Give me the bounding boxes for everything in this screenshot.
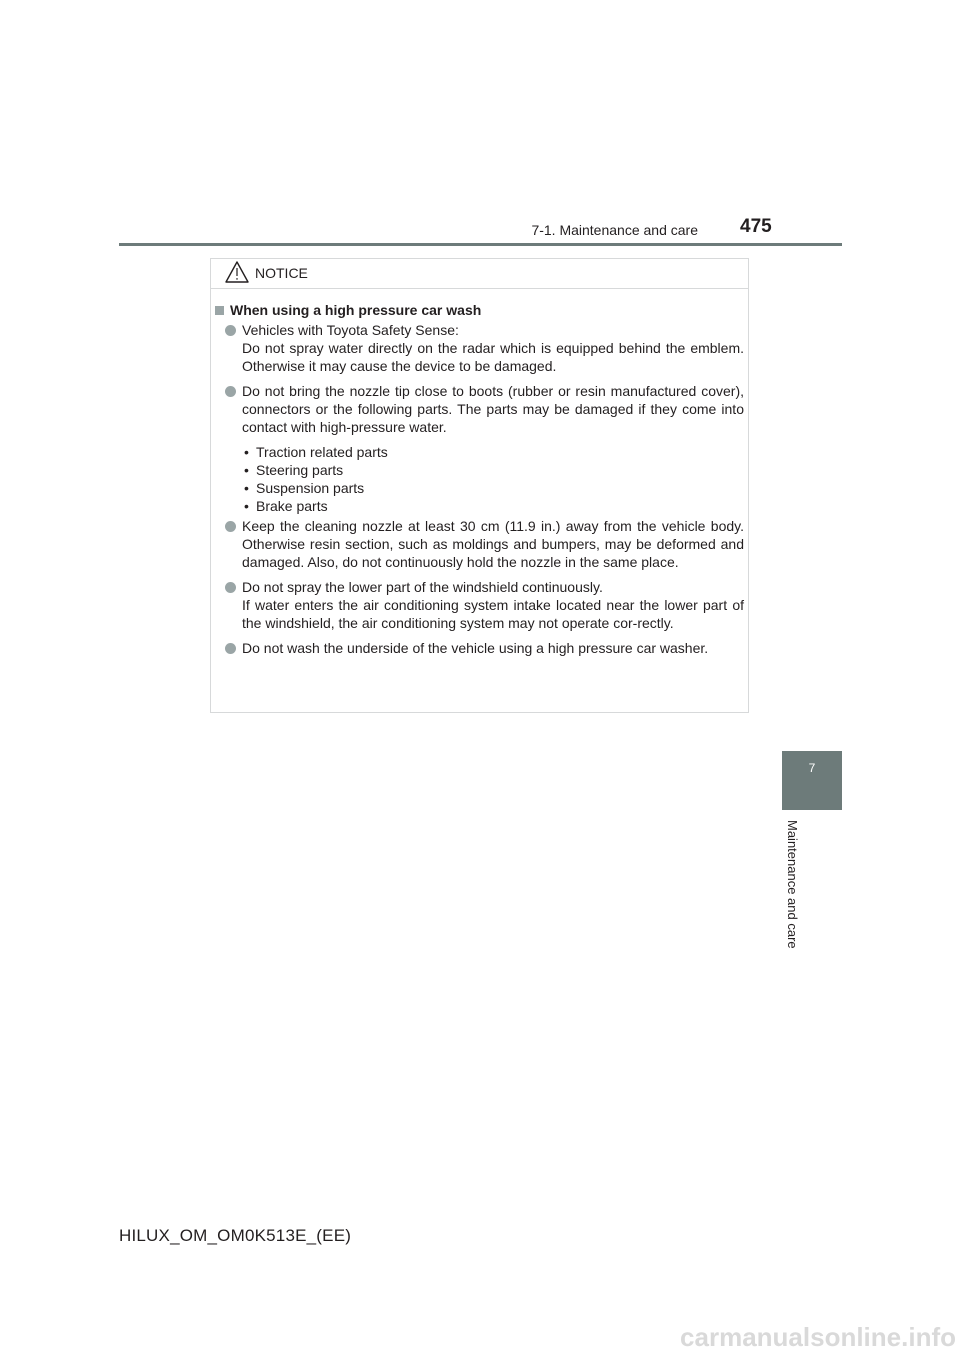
- notice-title: NOTICE: [255, 265, 308, 281]
- round-bullet-icon: [225, 582, 236, 593]
- watermark-logo: carmanualsonline.info: [680, 1322, 956, 1352]
- section-title: 7-1. Maintenance and care: [531, 222, 698, 238]
- item-text: Do not spray water directly on the radar which is equipped behind the emblem. Otherwise it may cause the device to be damaged.: [242, 340, 744, 374]
- item-text: Do not wash the underside of the vehicle using a high pressure car washer.: [242, 640, 709, 656]
- square-bullet-icon: [215, 306, 224, 315]
- list-item: [215, 578, 744, 632]
- chapter-tab: [782, 751, 842, 810]
- round-bullet-icon: [225, 643, 236, 654]
- notice-box: [210, 258, 749, 713]
- parts-list-item: • Brake parts: [244, 498, 328, 514]
- item-text: Do not spray the lower part of the windshield continuously.: [242, 579, 603, 595]
- parts-list-item: • Traction related parts: [244, 444, 388, 460]
- parts-list: [215, 443, 744, 515]
- round-bullet-icon: [225, 386, 236, 397]
- page-header: [0, 0, 960, 250]
- chapter-number: 7: [808, 761, 816, 775]
- list-item: [215, 517, 744, 571]
- page-number: 475: [740, 216, 772, 237]
- list-item: [215, 321, 744, 375]
- subheading-text: When using a high pressure car wash: [230, 302, 482, 318]
- list-item: [215, 639, 744, 657]
- list-item: [215, 382, 744, 436]
- parts-list-item: • Suspension parts: [244, 480, 365, 496]
- notice-header: [211, 259, 748, 289]
- document-code: HILUX_OM_OM0K513E_(EE): [119, 1226, 352, 1245]
- header-divider: [119, 243, 842, 246]
- chapter-side-title: Maintenance and care: [785, 820, 800, 949]
- notice-subheading: [215, 301, 744, 319]
- warning-triangle-icon: [224, 260, 250, 284]
- round-bullet-icon: [225, 521, 236, 532]
- item-text: Vehicles with Toyota Safety Sense:: [242, 322, 459, 338]
- item-text: Do not bring the nozzle tip close to boots (rubber or resin manufactured cover), connectors or the following parts. The parts may be damaged if they come into contact with high-pressure water.: [242, 383, 744, 435]
- parts-list-item: • Steering parts: [244, 462, 344, 478]
- item-text: If water enters the air conditioning system intake located near the lower part of the windshield, the air conditioning system may not operate cor-rectly.: [242, 597, 744, 631]
- notice-content: [215, 301, 744, 664]
- item-text: Keep the cleaning nozzle at least 30 cm (11.9 in.) away from the vehicle body. Otherwise resin section, such as moldings and bumpers, may be deformed and damaged. Also, do not continuously hold the nozzle in the same place.: [242, 518, 744, 570]
- round-bullet-icon: [225, 325, 236, 336]
